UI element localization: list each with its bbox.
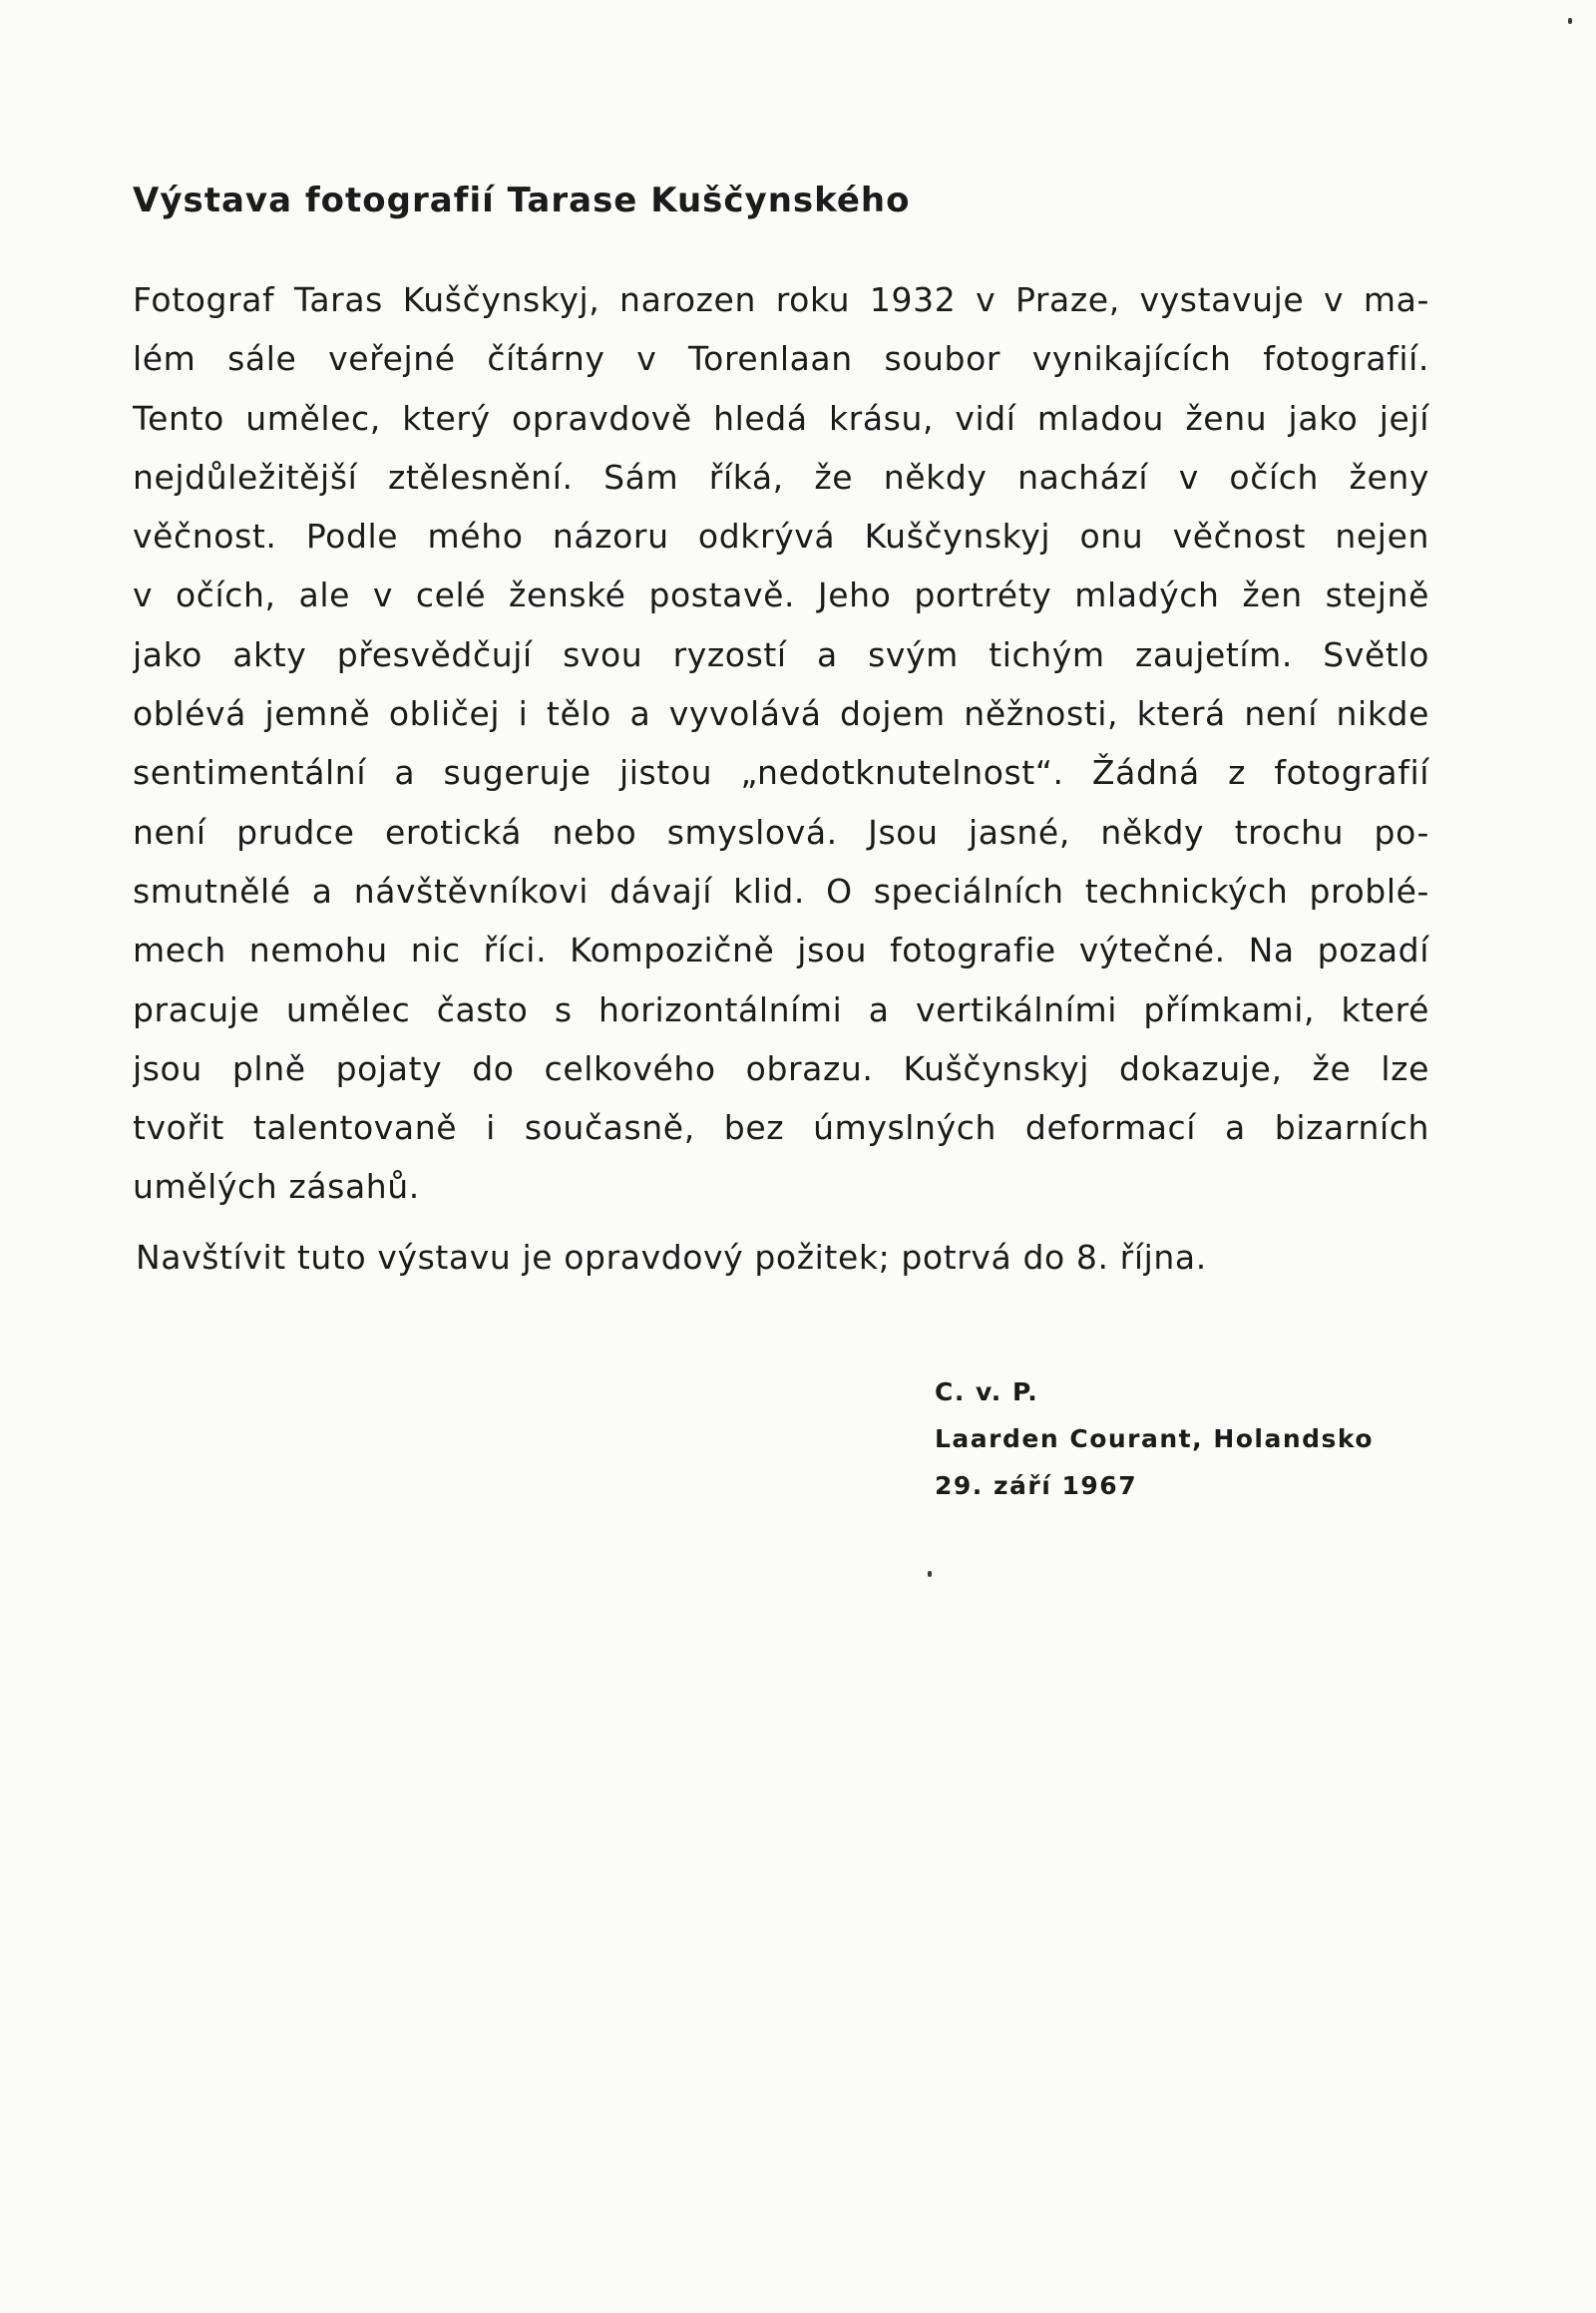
body-line: jsou plně pojaty do celkového obrazu. Kuščynskyj dokazuje, že lze xyxy=(133,1048,1429,1088)
body-line: v očích, ale v celé ženské postavě. Jeho portréty mladých žen stejně xyxy=(133,576,1429,615)
signature-block xyxy=(935,1368,1374,1509)
body-line: tvořit talentovaně i současně, bez úmyslných deformací a bizarních xyxy=(133,1108,1429,1148)
body-line: lém sále veřejné čítárny v Torenlaan soubor vynikajících fotografií. xyxy=(133,339,1429,379)
signature-author: C. v. P. xyxy=(935,1377,1039,1406)
signature-publication: Laarden Courant, Holandsko xyxy=(935,1424,1375,1453)
body-line: Fotograf Taras Kuščynskyj, narozen roku 1932 v Praze, vystavuje v ma- xyxy=(133,280,1429,319)
article-title: Výstava fotografií Tarase Kuščynského xyxy=(133,181,911,220)
body-line: věčnost. Podle mého názoru odkrývá Kuščynskyj onu věčnost nejen xyxy=(133,517,1429,557)
body-line-last: umělých zásahů. xyxy=(133,1167,420,1207)
body-line: jako akty přesvědčují svou ryzostí a svým tichým zaujetím. Světlo xyxy=(133,634,1429,674)
body-line: pracuje umělec často s horizontálními a vertikálními přímkami, které xyxy=(133,989,1429,1029)
body-line: Tento umělec, který opravdově hledá krásu, vidí mladou ženu jako její xyxy=(133,398,1429,438)
body-line: není prudce erotická nebo smyslová. Jsou jasné, někdy trochu po- xyxy=(133,812,1429,852)
paper-speck xyxy=(928,1571,932,1577)
body-line: smutnělé a návštěvníkovi dávají klid. O speciálních technických problé- xyxy=(133,871,1429,911)
body-line: oblévá jemně obličej i tělo a vyvolává dojem něžnosti, která není nikde xyxy=(133,694,1429,734)
article-body xyxy=(133,270,1429,1217)
paper-speck xyxy=(1568,18,1572,24)
closing-sentence: Navštívit tuto výstavu je opravdový požitek; potrvá do 8. října. xyxy=(136,1238,1207,1277)
body-line: mech nemohu nic říci. Kompozičně jsou fotografie výtečné. Na pozadí xyxy=(133,931,1429,970)
body-line: sentimentální a sugeruje jistou „nedotknutelnost“. Žádná z fotografií xyxy=(133,753,1429,793)
body-line: nejdůležitější ztělesnění. Sám říká, že někdy nachází v očích ženy xyxy=(133,457,1429,497)
signature-date: 29. září 1967 xyxy=(935,1471,1138,1500)
